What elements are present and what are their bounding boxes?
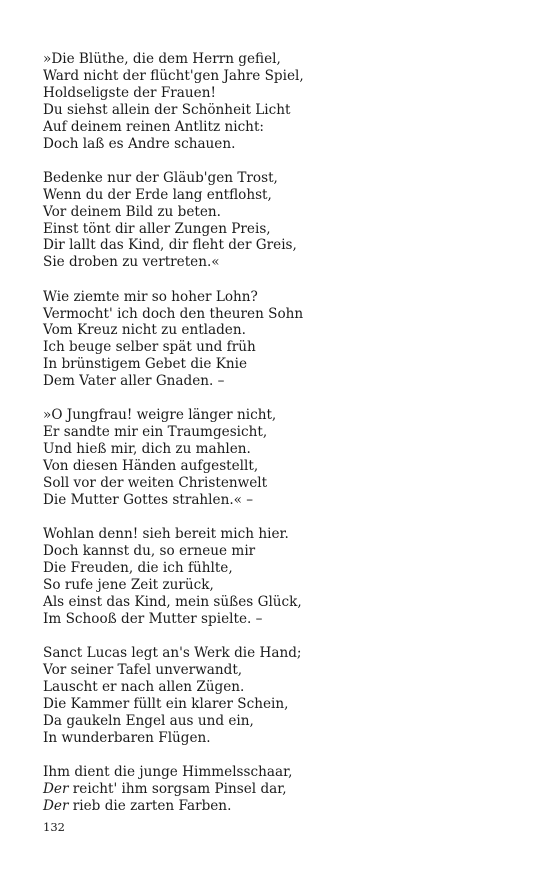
poem-line (43, 730, 523, 747)
poem-line-text: Doch laß es Andre schauen. (43, 135, 236, 152)
poem-line (43, 85, 523, 102)
stanza (43, 170, 523, 271)
poem-line (43, 289, 523, 306)
poem-line (43, 306, 523, 323)
poem-line (43, 102, 523, 119)
poem-line (43, 356, 523, 373)
poem-line (43, 696, 523, 713)
poem-line (43, 373, 523, 390)
poem-line-text: Wie ziemte mir so hoher Lohn? (43, 288, 258, 305)
poem-line-text: Vor deinem Bild zu beten. (43, 203, 221, 220)
page-number: 132 (43, 820, 65, 834)
poem-line-text: Auf deinem reinen Antlitz nicht: (43, 118, 264, 135)
poem-line-text: Vor seiner Tafel unverwandt, (43, 662, 243, 679)
poem-line-text: Dir lallt das Kind, dir fleht der Greis, (43, 237, 297, 254)
poem-line-text: Ich beuge selber spät und früh (43, 339, 256, 356)
poem-line-text: In brünstigem Gebet die Knie (43, 356, 248, 373)
poem-line-text: Ward nicht der flücht'gen Jahre Spiel, (43, 67, 304, 84)
poem-line (43, 187, 523, 204)
poem-line (43, 322, 523, 339)
poem-line (43, 645, 523, 662)
stanza (43, 51, 523, 152)
poem-line-italic-word: Der (43, 797, 69, 814)
poem-line-text: Die Mutter Gottes strahlen.« – (43, 492, 254, 509)
poem-line-text: Du siehst allein der Schönheit Licht (43, 101, 291, 118)
poem-line (43, 475, 523, 492)
poem-line (43, 611, 523, 628)
poem-line (43, 204, 523, 221)
poem-line-text: Vom Kreuz nicht zu entladen. (43, 322, 246, 339)
poem-line (43, 526, 523, 543)
stanza (43, 407, 523, 508)
poem-line (43, 441, 523, 458)
stanza (43, 526, 523, 627)
poem-line-text: So rufe jene Zeit zurück, (43, 577, 214, 594)
poem-line-text: Die Kammer füllt ein klarer Schein, (43, 695, 289, 712)
poem-line-text: Bedenke nur der Gläub'gen Trost, (43, 169, 278, 186)
stanza (43, 289, 523, 390)
poem-line-text: Als einst das Kind, mein süßes Glück, (43, 593, 302, 610)
poem-line (43, 662, 523, 679)
poem-line-text: Sie droben zu vertreten.« (43, 254, 220, 271)
poem-line-text: Im Schooß der Mutter spielte. – (43, 610, 263, 627)
poem-line-text: Einst tönt dir aller Zungen Preis, (43, 220, 271, 237)
poem-line (43, 458, 523, 475)
poem-line-text: rieb die zarten Farben. (68, 797, 232, 814)
poem-line-text: Da gaukeln Engel aus und ein, (43, 712, 254, 729)
poem-line (43, 424, 523, 441)
poem-line-text: Holdseligste der Frauen! (43, 84, 216, 101)
poem-line-text: Sanct Lucas legt an's Werk die Hand; (43, 645, 302, 662)
poem-line (43, 594, 523, 611)
poem-line (43, 339, 523, 356)
poem-line (43, 68, 523, 85)
poem-line-text: Und hieß mir, dich zu mahlen. (43, 441, 251, 458)
poem-line (43, 764, 523, 781)
poem-line (43, 577, 523, 594)
poem-line (43, 237, 523, 254)
poem-line-text: reicht' ihm sorgsam Pinsel dar, (68, 780, 287, 797)
poem-line (43, 51, 523, 68)
poem-line-text: »Die Blüthe, die dem Herrn gefiel, (43, 51, 281, 67)
poem-line (43, 407, 523, 424)
poem-line-text: Von diesen Händen aufgestellt, (43, 458, 259, 475)
poem-line (43, 136, 523, 153)
poem-line-text: Ihm dient die junge Himmelsschaar, (43, 763, 293, 780)
poem-line (43, 798, 523, 815)
poem-line (43, 492, 523, 509)
poem-line-text: Vermocht' ich doch den theuren Sohn (43, 305, 304, 322)
poem-line-text: In wunderbaren Flügen. (43, 729, 211, 746)
poem-line-italic-word: Der (43, 780, 69, 797)
poem-line-text: Wenn du der Erde lang entflohst, (43, 186, 272, 203)
poem-line-text: Doch kannst du, so erneue mir (43, 543, 256, 560)
poem-line-text: Die Freuden, die ich fühlte, (43, 560, 233, 577)
poem-line (43, 543, 523, 560)
poem-line-text: »O Jungfrau! weigre länger nicht, (43, 407, 277, 424)
poem-line (43, 713, 523, 730)
poem-line (43, 781, 523, 798)
poem-page (43, 51, 523, 832)
poem-line-text: Lauscht er nach allen Zügen. (43, 678, 245, 695)
stanza (43, 645, 523, 746)
poem-line-text: Dem Vater aller Gnaden. – (43, 373, 225, 390)
poem-line-text: Wohlan denn! sieh bereit mich hier. (43, 526, 289, 543)
poem-line (43, 254, 523, 271)
stanza (43, 764, 523, 815)
poem-line (43, 221, 523, 238)
poem-line (43, 119, 523, 136)
poem-body (43, 51, 523, 815)
poem-line-text: Er sandte mir ein Traumgesicht, (43, 424, 268, 441)
poem-line (43, 679, 523, 696)
poem-line (43, 560, 523, 577)
poem-line-text: Soll vor der weiten Christenwelt (43, 475, 268, 492)
poem-line (43, 170, 523, 187)
